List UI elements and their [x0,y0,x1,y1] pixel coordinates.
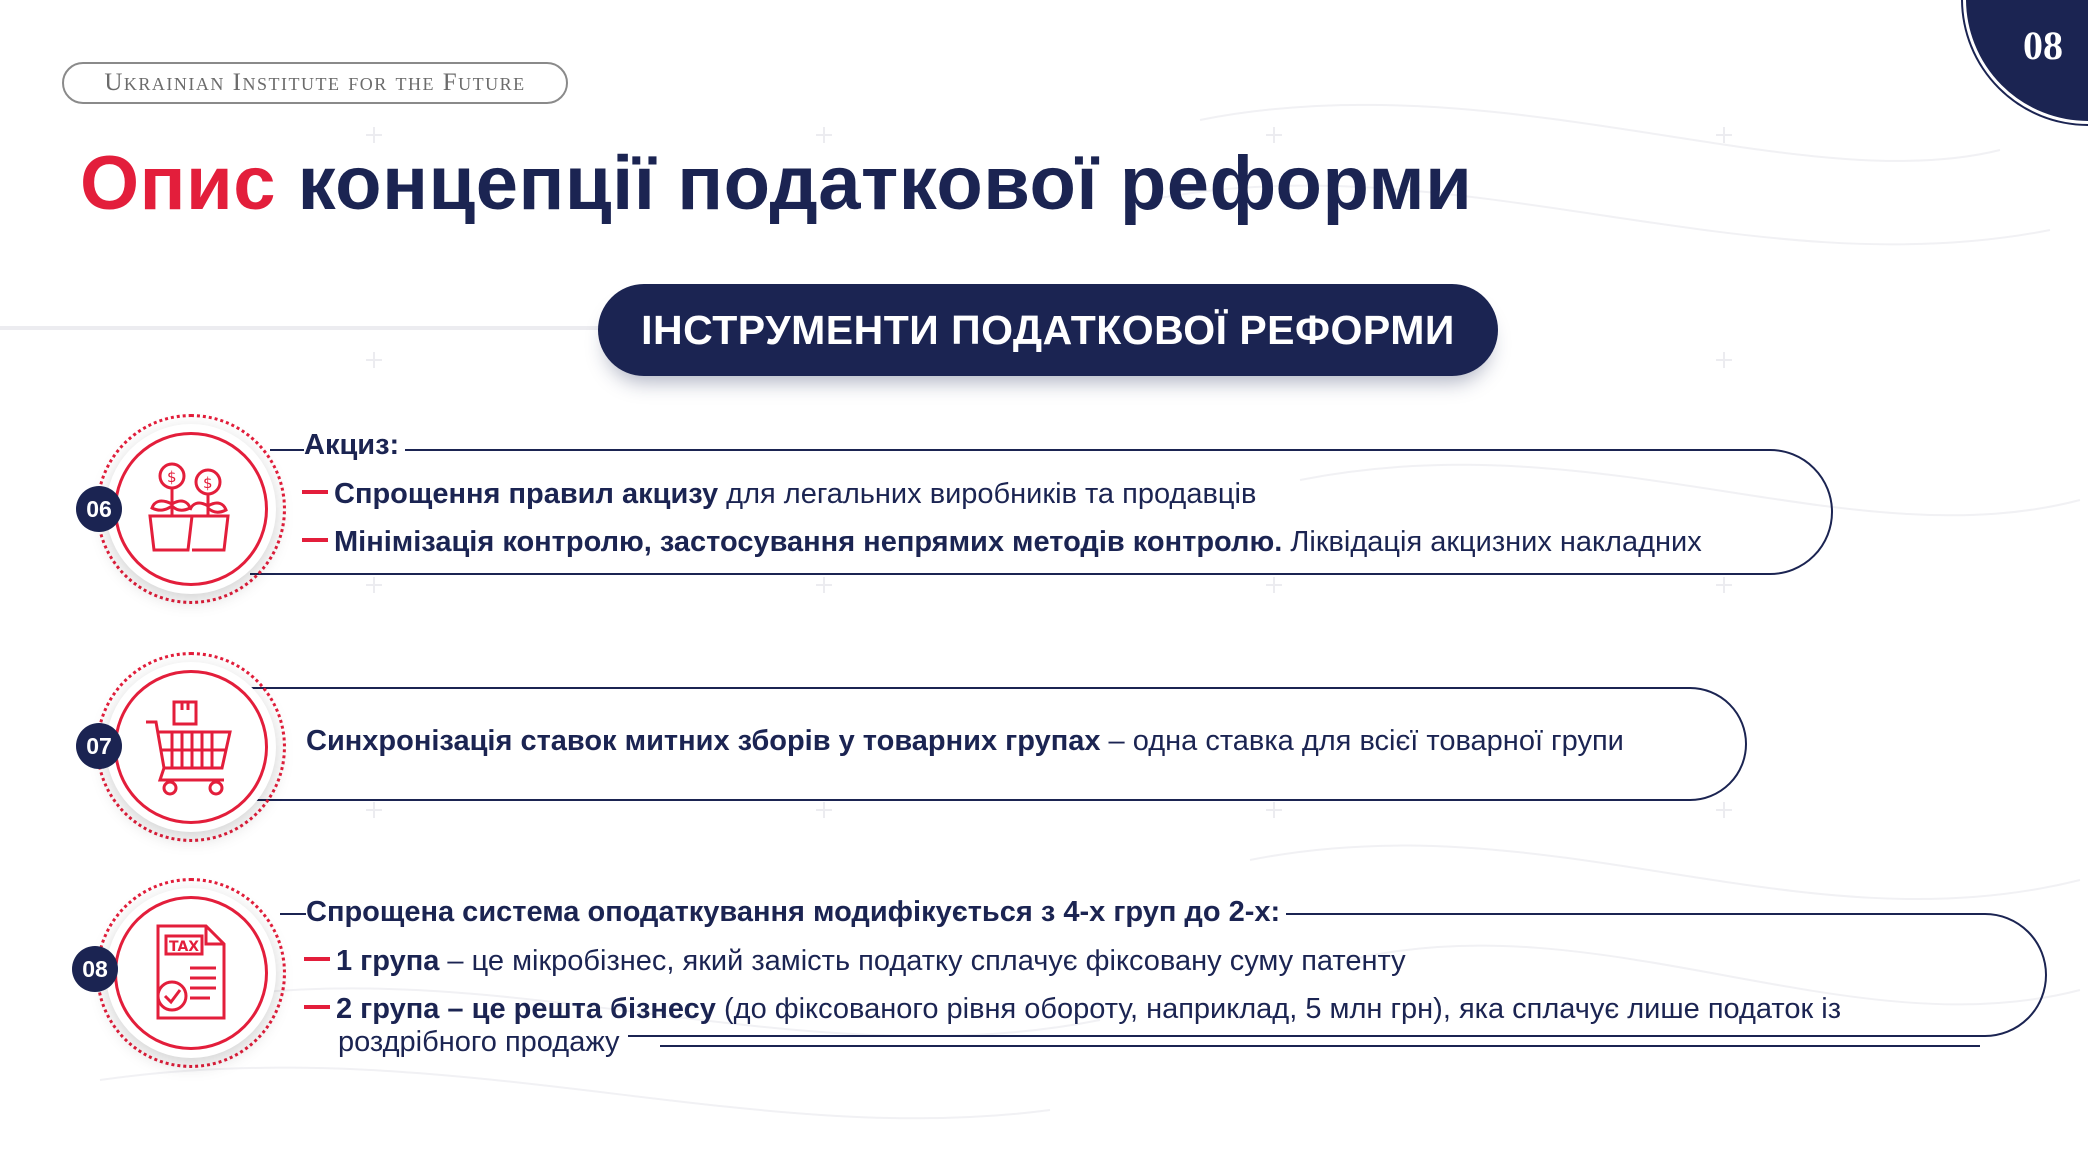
item-06-heading: Акциз: [304,428,405,463]
tax-document-icon [136,918,246,1028]
shopping-cart-icon [136,692,246,802]
page-number: 08 [2023,23,2063,68]
item-08-icon-circle [96,878,286,1068]
item-06-icon-circle [96,414,286,604]
brand-label: Ukrainian Institute for the Future [62,62,568,104]
bullet-dash [302,538,328,542]
money-plant-icon [136,454,246,564]
item-07-number: 07 [76,723,122,769]
svg-text:$: $ [167,468,177,486]
svg-text:TAX: TAX [169,939,200,955]
title-rest: концепції податкової реформи [297,141,1473,226]
item-08-line-1: 1 група – це мікробізнес, який замість податку сплачує фіксовану суму патенту [304,944,1406,979]
item-08-heading: Спрощена система оподаткування модифікується з 4-х груп до 2-х: [306,895,1286,930]
item-07-text: Синхронізація ставок митних зборів у товарних групах – одна ставка для всієї товарної групи [306,725,1624,757]
section-label: ІНСТРУМЕНТИ ПОДАТКОВОЇ РЕФОРМИ [598,284,1498,376]
item-06-line-1: Спрощення правил акцизу для легальних виробників та продавців [302,477,1256,512]
divider [0,326,600,330]
item-06-number: 06 [76,486,122,532]
item-08-line-2-continuation: роздрібного продажу [338,1025,628,1060]
page-title [80,140,1472,227]
item-07-icon-circle [96,652,286,842]
item-06-line-2: Мінімізація контролю, застосування непрямих методів контролю. Ліквідація акцизних накладних [302,525,1702,560]
svg-text:$: $ [203,474,213,492]
bullet-dash [304,1005,330,1009]
title-accent: Опис [80,141,277,226]
bullet-dash [304,957,330,961]
item-08-line-2: 2 група – це решта бізнесу (до фіксованого рівня обороту, наприклад, 5 млн грн), яка сплачує лише податок із [304,992,1841,1027]
bullet-dash [302,490,328,494]
item-08-number: 08 [72,946,118,992]
